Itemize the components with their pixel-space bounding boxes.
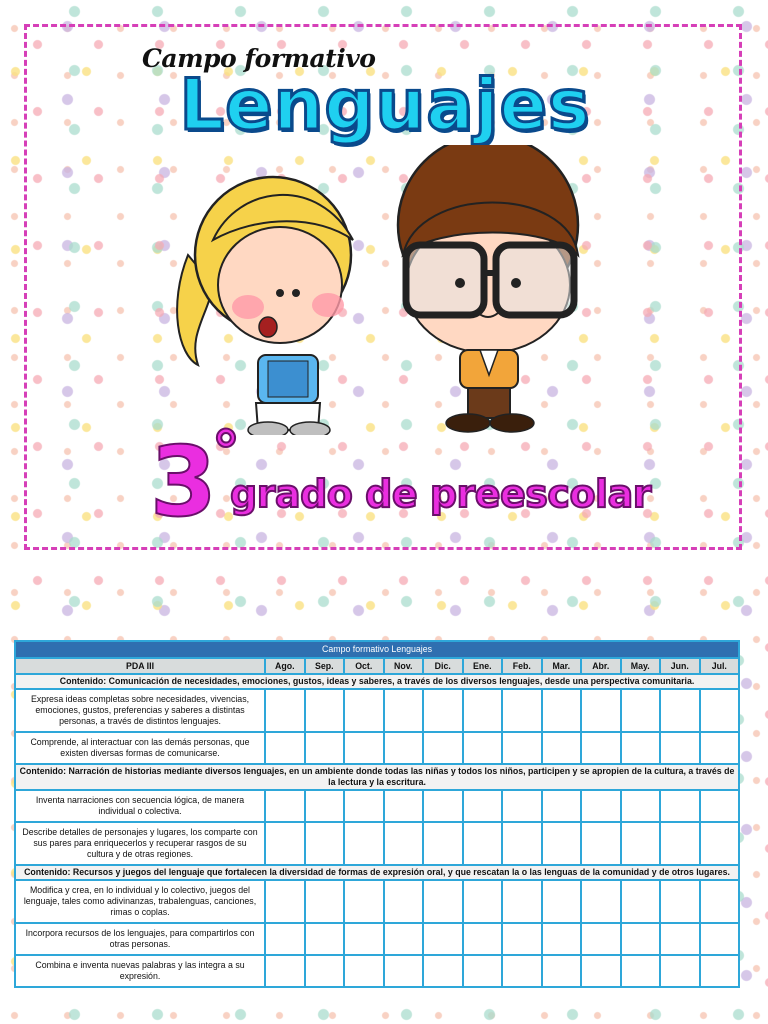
contenido-row — [15, 764, 739, 790]
month-cell[interactable] — [423, 689, 463, 732]
planning-table — [14, 640, 740, 988]
pda-text: Inventa narraciones con secuencia lógica, de manera individual o colectiva. — [15, 790, 265, 822]
month-cell[interactable] — [265, 955, 305, 987]
month-header: Oct. — [344, 658, 384, 674]
children-illustration — [168, 145, 598, 435]
month-cell[interactable] — [305, 822, 345, 865]
month-cell[interactable] — [581, 955, 621, 987]
month-cell[interactable] — [344, 822, 384, 865]
month-cell[interactable] — [581, 732, 621, 764]
month-cell[interactable] — [384, 923, 424, 955]
month-header: Sep. — [305, 658, 345, 674]
pda-text: Expresa ideas completas sobre necesidades, vivencias, emociones, gustos, preferencias y saberes a distintas personas, a través de distintos lenguajes. — [15, 689, 265, 732]
month-cell[interactable] — [700, 923, 740, 955]
month-cell[interactable] — [384, 955, 424, 987]
month-cell[interactable] — [463, 923, 503, 955]
month-cell[interactable] — [660, 955, 700, 987]
month-cell[interactable] — [621, 923, 661, 955]
month-cell[interactable] — [423, 790, 463, 822]
month-cell[interactable] — [542, 923, 582, 955]
month-cell[interactable] — [700, 822, 740, 865]
month-cell[interactable] — [581, 790, 621, 822]
month-cell[interactable] — [463, 880, 503, 923]
month-header: Jul. — [700, 658, 740, 674]
month-cell[interactable] — [423, 822, 463, 865]
grade-degree: ° — [212, 420, 240, 485]
month-cell[interactable] — [423, 732, 463, 764]
month-cell[interactable] — [621, 689, 661, 732]
month-cell[interactable] — [463, 822, 503, 865]
month-cell[interactable] — [502, 790, 542, 822]
month-cell[interactable] — [384, 689, 424, 732]
girl-illustration — [177, 177, 353, 435]
cover-title: Lenguajes — [179, 64, 591, 146]
contenido-text: Contenido: Comunicación de necesidades, emociones, gustos, ideas y saberes, a través de los diversos lenguajes, desde una perspectiva comunitaria. — [15, 674, 739, 689]
month-header: Abr. — [581, 658, 621, 674]
month-cell[interactable] — [423, 880, 463, 923]
month-cell[interactable] — [700, 732, 740, 764]
month-cell[interactable] — [265, 880, 305, 923]
planning-table-wrapper — [14, 640, 738, 988]
table-header-row — [15, 658, 739, 674]
month-cell[interactable] — [542, 955, 582, 987]
month-cell[interactable] — [265, 732, 305, 764]
month-header: Mar. — [542, 658, 582, 674]
month-header: Ene. — [463, 658, 503, 674]
boy-illustration — [398, 145, 578, 432]
month-cell[interactable] — [581, 822, 621, 865]
cover-kicker: Campo formativo — [142, 44, 376, 73]
month-cell[interactable] — [660, 790, 700, 822]
pda-row — [15, 822, 739, 865]
month-header: Dic. — [423, 658, 463, 674]
month-cell[interactable] — [502, 822, 542, 865]
month-cell[interactable] — [265, 923, 305, 955]
pda-row — [15, 880, 739, 923]
pda-row — [15, 689, 739, 732]
month-cell[interactable] — [344, 880, 384, 923]
month-cell[interactable] — [621, 790, 661, 822]
month-cell[interactable] — [700, 790, 740, 822]
month-cell[interactable] — [660, 689, 700, 732]
month-cell[interactable] — [581, 689, 621, 732]
month-cell[interactable] — [463, 790, 503, 822]
pda-text: Modifica y crea, en lo individual y lo colectivo, juegos del lenguaje, tales como adivinanzas, trabalenguas, canciones, rimas o coplas. — [15, 880, 265, 923]
pda-row — [15, 732, 739, 764]
month-cell[interactable] — [344, 923, 384, 955]
month-cell[interactable] — [660, 880, 700, 923]
month-cell[interactable] — [265, 689, 305, 732]
pda-text: Combina e inventa nuevas palabras y las integra a su expresión. — [15, 955, 265, 987]
month-cell[interactable] — [305, 732, 345, 764]
month-cell[interactable] — [344, 732, 384, 764]
month-cell[interactable] — [502, 732, 542, 764]
month-cell[interactable] — [502, 955, 542, 987]
month-cell[interactable] — [542, 880, 582, 923]
month-cell[interactable] — [660, 923, 700, 955]
contenido-text: Contenido: Recursos y juegos del lenguaje que fortalecen la diversidad de formas de expresión oral, y que rescatan la o las lenguas de la comunidad y de otros lugares. — [15, 865, 739, 880]
month-cell[interactable] — [502, 880, 542, 923]
month-header: Feb. — [502, 658, 542, 674]
month-cell[interactable] — [502, 689, 542, 732]
contenido-row — [15, 674, 739, 689]
month-cell[interactable] — [660, 732, 700, 764]
month-cell[interactable] — [542, 790, 582, 822]
month-cell[interactable] — [344, 955, 384, 987]
month-cell[interactable] — [305, 955, 345, 987]
month-cell[interactable] — [265, 790, 305, 822]
month-cell[interactable] — [344, 689, 384, 732]
table-title: Campo formativo Lenguajes — [15, 641, 739, 658]
month-cell[interactable] — [305, 923, 345, 955]
table-body — [15, 674, 739, 987]
month-cell[interactable] — [700, 955, 740, 987]
month-cell[interactable] — [502, 923, 542, 955]
month-cell[interactable] — [700, 689, 740, 732]
month-cell[interactable] — [384, 822, 424, 865]
pda-row — [15, 923, 739, 955]
month-cell[interactable] — [621, 732, 661, 764]
month-cell[interactable] — [621, 955, 661, 987]
month-cell[interactable] — [423, 955, 463, 987]
contenido-text: Contenido: Narración de historias mediante diversos lenguajes, en un ambiente donde todas las niñas y todos los niños, participen y se apropien de la cultura, a través de la lectura y la escritura. — [15, 764, 739, 790]
month-cell[interactable] — [463, 689, 503, 732]
month-cell[interactable] — [305, 689, 345, 732]
month-cell[interactable] — [542, 732, 582, 764]
month-cell[interactable] — [463, 955, 503, 987]
pda-text: Comprende, al interactuar con las demás personas, que existen diversas formas de comunicarse. — [15, 732, 265, 764]
month-header: Jun. — [660, 658, 700, 674]
month-cell[interactable] — [542, 822, 582, 865]
month-header: May. — [621, 658, 661, 674]
month-cell[interactable] — [384, 880, 424, 923]
month-cell[interactable] — [265, 822, 305, 865]
month-cell[interactable] — [344, 790, 384, 822]
month-cell[interactable] — [581, 923, 621, 955]
month-cell[interactable] — [463, 732, 503, 764]
month-cell[interactable] — [581, 880, 621, 923]
month-cell[interactable] — [542, 689, 582, 732]
month-header: Ago. — [265, 658, 305, 674]
month-cell[interactable] — [305, 880, 345, 923]
pda-row — [15, 790, 739, 822]
month-cell[interactable] — [384, 790, 424, 822]
pda-header: PDA III — [15, 658, 265, 674]
pda-text: Incorpora recursos de los lenguajes, para compartirlos con otras personas. — [15, 923, 265, 955]
grade-number: 3 — [150, 426, 217, 538]
contenido-row — [15, 865, 739, 880]
month-cell[interactable] — [305, 790, 345, 822]
month-cell[interactable] — [621, 822, 661, 865]
month-cell[interactable] — [384, 732, 424, 764]
pda-row — [15, 955, 739, 987]
month-header: Nov. — [384, 658, 424, 674]
month-cell[interactable] — [423, 923, 463, 955]
grade-text: grado de preescolar — [230, 472, 651, 516]
month-cell[interactable] — [621, 880, 661, 923]
month-cell[interactable] — [700, 880, 740, 923]
pda-text: Describe detalles de personajes y lugares, los comparte con sus pares para enriquecerlos y recuperar rasgos de su cultura y de otras regiones. — [15, 822, 265, 865]
month-cell[interactable] — [660, 822, 700, 865]
